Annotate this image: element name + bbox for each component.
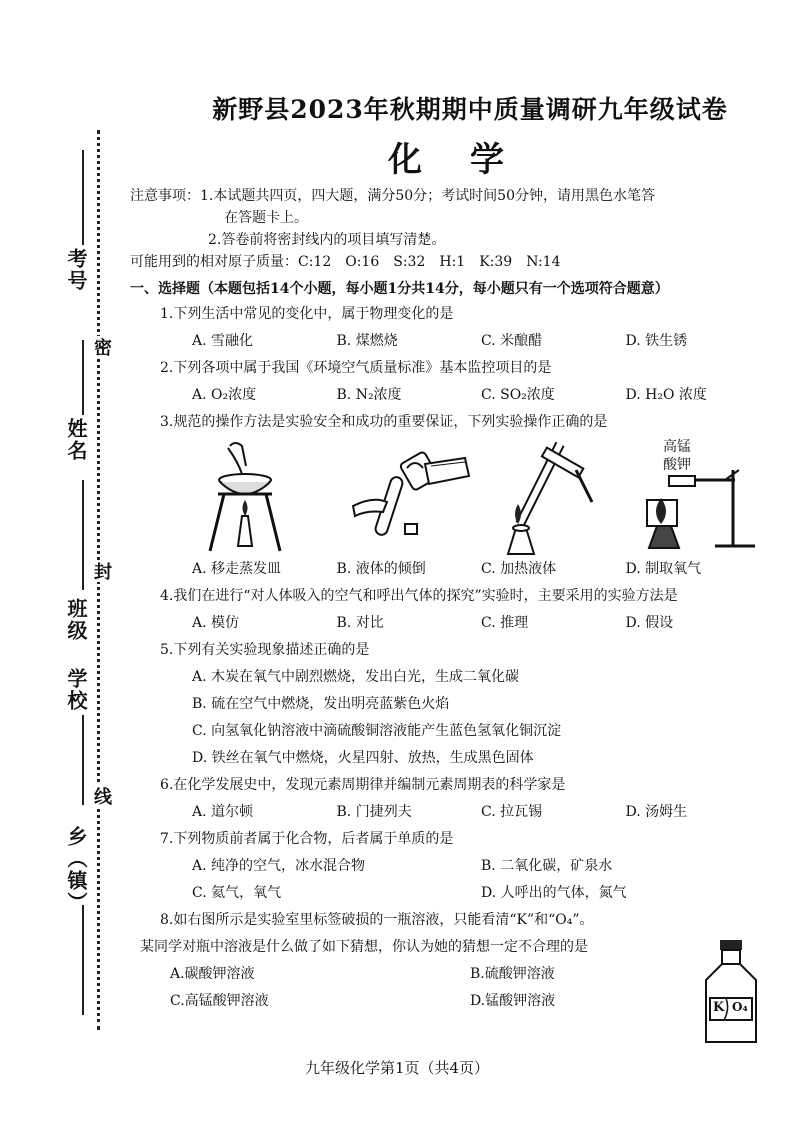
seal-mi: 密 (88, 336, 114, 358)
label-banji: 班级 (64, 598, 88, 642)
option-b: B. N₂浓度 (336, 387, 402, 403)
option-c: C. 米酿醋 (481, 333, 543, 349)
option-b: B. 门捷列夫 (336, 804, 412, 820)
xingming-blank (82, 340, 84, 415)
option-d: D. 人呼出的气体，氮气 (481, 885, 627, 901)
q3-figures (130, 436, 770, 556)
atomic-mass: 可能用到的相对原子质量：C:12 O:16 S:32 H:1 K:39 N:14 (130, 254, 561, 270)
question-stem: 3.规范的操作方法是实验安全和成功的重要保证，下列实验操作正确的是 (160, 414, 608, 430)
notes-line2: 在答题卡上。 (224, 210, 308, 226)
exam-title: 新野县2023年秋期期中质量调研九年级试卷 (212, 95, 728, 124)
question-stem-cont: 某同学对瓶中溶液是什么做了如下猜想，你认为她的猜想一定不合理的是 (140, 939, 588, 955)
option-c: C. 向氢氧化钠溶液中滴硫酸铜溶液能产生蓝色氢氧化铜沉淀 (192, 723, 562, 739)
question-options (130, 328, 770, 355)
question-stem: 7.下列物质前者属于化合物，后者属于单质的是 (160, 831, 454, 847)
figure-pouring-liquid (335, 436, 480, 556)
question-options (130, 853, 770, 880)
seal-feng: 封 (88, 560, 114, 582)
option-b: B. 煤燃烧 (336, 333, 398, 349)
figure-heating-liquid (480, 436, 625, 556)
option-b: B.硫酸钾溶液 (470, 966, 555, 982)
option-a: A. 模仿 (192, 615, 240, 631)
question-options (130, 382, 770, 409)
option-d: D. H₂O 浓度 (625, 387, 707, 403)
figure-evaporating-dish (190, 436, 335, 556)
figure-reagent-bottle (696, 938, 766, 1052)
question-options (130, 880, 770, 907)
bottle-label-o4: O₄ (732, 1000, 748, 1014)
option-d: D. 汤姆生 (625, 804, 688, 820)
option-a: A. O₂浓度 (192, 387, 257, 403)
exam-content (130, 90, 770, 1015)
exam-subject: 化学 (388, 140, 552, 180)
option-c: C. 氦气，氧气 (192, 885, 282, 901)
label-kaohao: 考号 (64, 248, 88, 292)
question-stem: 6.在化学发展史中，发现元素周期律并编制元素周期表的科学家是 (160, 777, 566, 793)
option-a: A. 木炭在氧气中剧烈燃烧，发出白光，生成二氧化碳 (192, 669, 520, 685)
seal-xian: 线 (88, 785, 114, 807)
option-a: A. 雪融化 (192, 333, 254, 349)
option-a: A.碳酸钾溶液 (170, 966, 255, 982)
option-d: D. 铁生锈 (625, 333, 688, 349)
section-heading: 一、选择题（本题包括14个小题，每小题1分共14分，每小题只有一个选项符合题意） (130, 281, 669, 297)
page-footer: 九年级化学第1页（共4页） (304, 1059, 490, 1077)
binding-strip (0, 0, 120, 1123)
option-d: D.锰酸钾溶液 (470, 993, 556, 1009)
option-d: D. 铁丝在氧气中燃烧，火星四射、放热，生成黑色固体 (192, 750, 534, 766)
notes-line3: 2.答卷前将密封线内的项目填写清楚。 (208, 232, 446, 248)
option-c: C. 推理 (481, 615, 529, 631)
question-options (130, 799, 770, 826)
option-d: D. 制取氧气 (625, 561, 702, 577)
question-stem: 4.我们在进行“对人体吸入的空气和呼出气体的探究”实验时，主要采用的实验方法是 (160, 588, 678, 604)
label-xiangzhen: 乡（镇） (64, 826, 88, 914)
option-a: A. 纯净的空气，冰水混合物 (192, 858, 366, 874)
question-stem: 8.如右图所示是实验室里标签破损的一瓶溶液，只能看清“K”和“O₄”。 (160, 912, 594, 928)
question-stem: 5.下列有关实验现象描述正确的是 (160, 642, 370, 658)
question-stem: 2.下列各项中属于我国《环境空气质量标准》基本监控项目的是 (160, 360, 552, 376)
exam-notes (130, 185, 770, 273)
option-d: D. 假设 (625, 615, 674, 631)
question-options (130, 556, 770, 583)
kaohao-blank (82, 150, 84, 245)
option-b: B. 二氧化碳，矿泉水 (481, 858, 613, 874)
question-stem: 1.下列生活中常见的变化中，属于物理变化的是 (160, 306, 454, 322)
option-b: B. 硫在空气中燃烧，发出明亮蓝紫色火焰 (192, 696, 450, 712)
option-b: B. 对比 (336, 615, 384, 631)
notes-line1: 注意事项：1.本试题共四页，四大题，满分50分；考试时间50分钟，请用黑色水笔答 (130, 188, 655, 204)
question-options (130, 961, 770, 988)
banji-blank (82, 480, 84, 590)
option-c: C. 拉瓦锡 (481, 804, 543, 820)
option-a: A. 道尔顿 (192, 804, 254, 820)
figure-oxygen-preparation (625, 436, 770, 556)
xiangzhen-blank (82, 905, 84, 1015)
option-b: B. 液体的倾倒 (336, 561, 426, 577)
option-c: C. SO₂浓度 (481, 387, 555, 403)
option-a: A. 移走蒸发皿 (192, 561, 282, 577)
bottle-label-k: K (713, 1000, 725, 1015)
xuexiao-blank (82, 715, 84, 805)
figure-label-kmno4: 高锰 酸钾 (663, 439, 691, 473)
question-options (130, 610, 770, 637)
label-xingming: 姓名 (64, 418, 88, 462)
option-c: C. 加热液体 (481, 561, 557, 577)
option-c: C.高锰酸钾溶液 (170, 993, 269, 1009)
question-options (130, 988, 770, 1015)
label-xuexiao: 学校 (64, 668, 88, 712)
